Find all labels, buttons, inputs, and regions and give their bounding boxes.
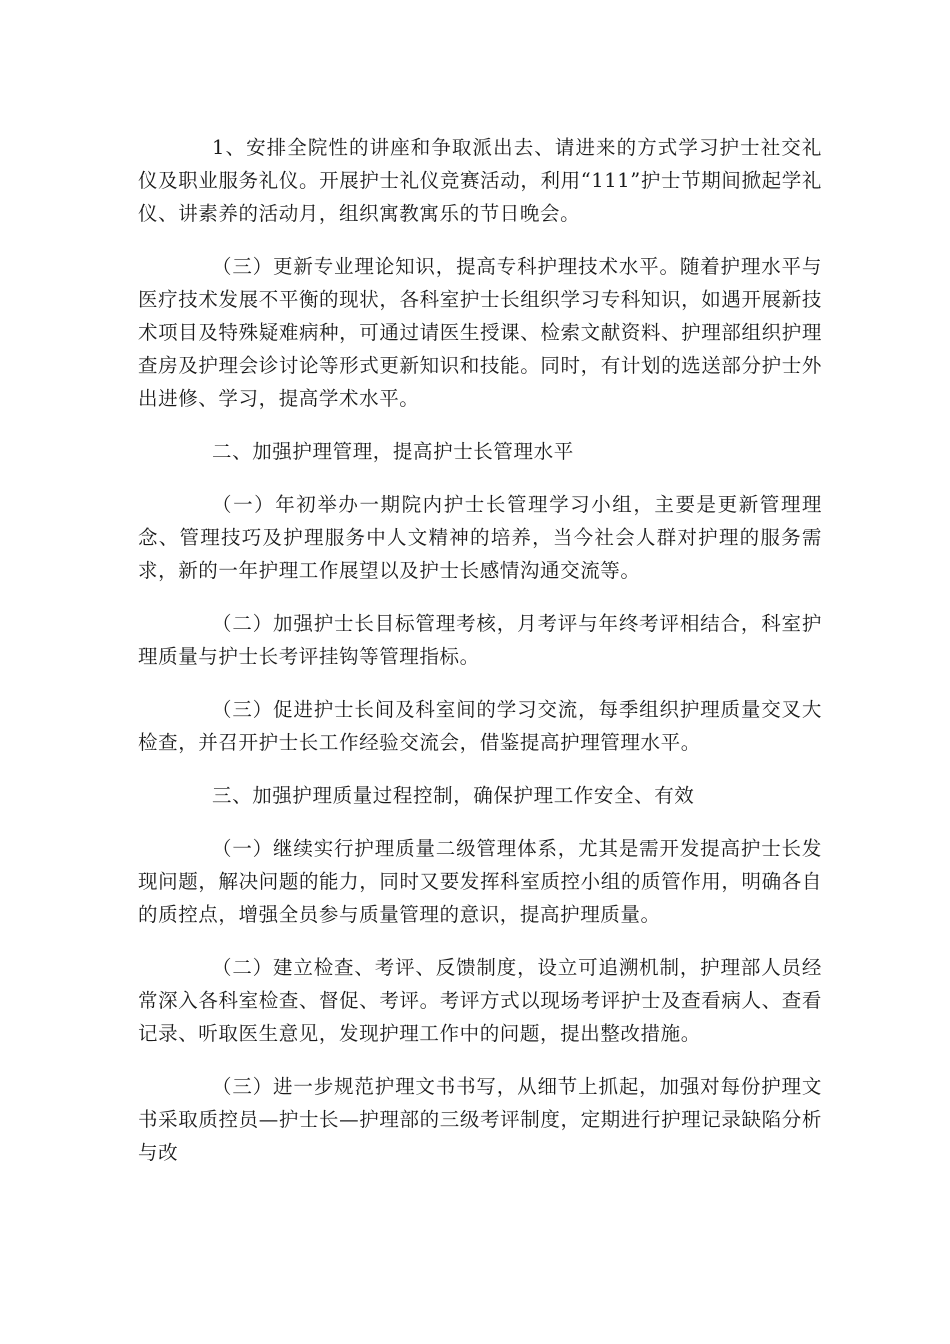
paragraph-exchange-learning: （三）促进护士长间及科室间的学习交流，每季组织护理质量交叉大检查，并召开护士长工作经验交流会，借鉴提高护理管理水平。 xyxy=(138,698,822,754)
paragraph-target-assessment: （二）加强护士长目标管理考核，月考评与年终考评相结合，科室护理质量与护士长考评挂钩等管理指标。 xyxy=(138,612,822,668)
paragraph-update-knowledge: （三）更新专业理论知识，提高专科护理技术水平。随着护理水平与医疗技术发展不平衡的现状，各科室护士长组织学习专科知识，如遇开展新技术项目及特殊疑难病种，可通过请医生授课、检索文献资料、护理部组织护理查房及护理会诊讨论等形式更新知识和技能。同时，有计划的选送部分护士外出进修、学习，提高学术水平。 xyxy=(138,255,822,410)
section-heading-quality-control: 三、加强护理质量过程控制，确保护理工作安全、有效 xyxy=(212,784,695,807)
section-heading-management: 二、加强护理管理，提高护士长管理水平 xyxy=(212,440,574,463)
paragraph-document-standards: （三）进一步规范护理文书书写，从细节上抓起，加强对每份护理文书采取质控员—护士长—护理部的三级考评制度，定期进行护理记录缺陷分析与改 xyxy=(138,1075,822,1164)
document-body xyxy=(138,131,822,1189)
paragraph-inspection-feedback: （二）建立检查、考评、反馈制度，设立可追溯机制，护理部人员经常深入各科室检查、督促、考评。考评方式以现场考评护士及查看病人、查看记录、听取医生意见，发现护理工作中的问题，提出整改措施。 xyxy=(138,956,822,1045)
paragraph-etiquette-training: 1、安排全院性的讲座和争取派出去、请进来的方式学习护士社交礼仪及职业服务礼仪。开展护士礼仪竞赛活动，利用“111”护士节期间掀起学礼仪、讲素养的活动月，组织寓教寓乐的节日晚会。 xyxy=(138,136,822,225)
paragraph-quality-system: （一）继续实行护理质量二级管理体系，尤其是需开发提高护士长发现问题，解决问题的能力，同时又要发挥科室质控小组的质管作用，明确各自的质控点，增强全员参与质量管理的意识，提高护理质量。 xyxy=(138,837,822,926)
paragraph-head-nurse-study-group: （一）年初举办一期院内护士长管理学习小组，主要是更新管理理念、管理技巧及护理服务中人文精神的培养，当今社会人群对护理的服务需求，新的一年护理工作展望以及护士长感情沟通交流等。 xyxy=(138,493,822,582)
